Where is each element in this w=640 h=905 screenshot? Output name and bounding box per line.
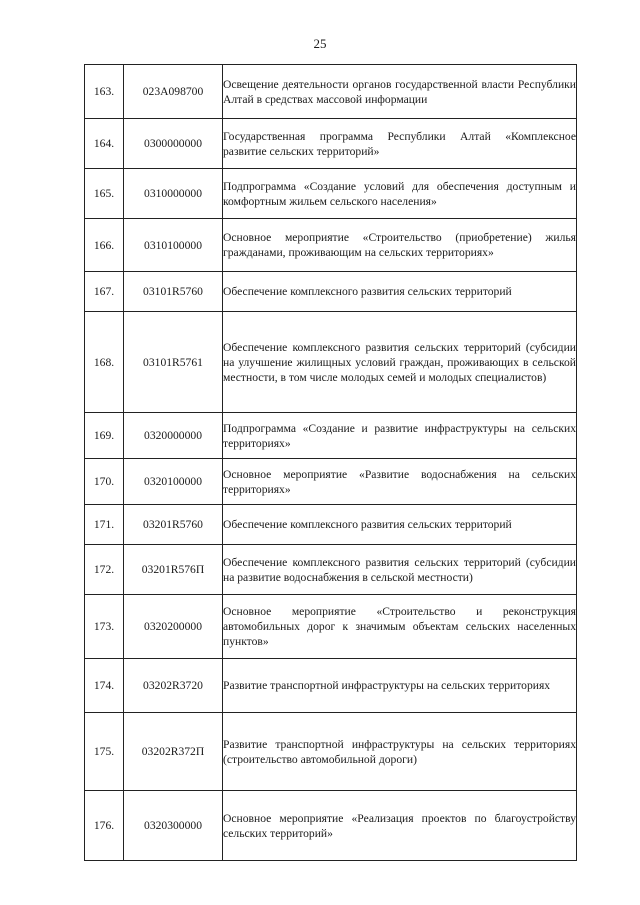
table-row [85,459,577,505]
row-code: 0320000000 [124,413,223,459]
table-row [85,119,577,169]
row-number: 163. [85,65,124,119]
row-description: Государственная программа Республики Алтай «Комплексное развитие сельских территорий» [223,119,577,169]
row-description: Основное мероприятие «Реализация проектов по благоустройству сельских территорий» [223,791,577,861]
row-description: Подпрограмма «Создание условий для обеспечения доступным и комфортным жильем сельского населения» [223,169,577,219]
table-row [85,65,577,119]
table-row [85,169,577,219]
row-number: 166. [85,219,124,272]
table-row [85,595,577,659]
row-number: 168. [85,312,124,413]
row-description: Обеспечение комплексного развития сельских территорий (субсидии на развитие водоснабжения в сельской местности) [223,545,577,595]
table-row [85,413,577,459]
row-description: Обеспечение комплексного развития сельских территорий [223,505,577,545]
row-description: Подпрограмма «Создание и развитие инфраструктуры на сельских территориях» [223,413,577,459]
row-number: 174. [85,659,124,713]
row-description: Обеспечение комплексного развития сельских территорий (субсидии на улучшение жилищных условий граждан, проживающих в сельской местности, в том числе молодых семей и молодых специалистов) [223,312,577,413]
row-code: 0320200000 [124,595,223,659]
row-code: 03202R3720 [124,659,223,713]
row-number: 173. [85,595,124,659]
row-description: Развитие транспортной инфраструктуры на сельских территориях [223,659,577,713]
row-code: 03101R5760 [124,272,223,312]
row-description: Развитие транспортной инфраструктуры на сельских территориях (строительство автомобильной дороги) [223,713,577,791]
row-code: 03101R5761 [124,312,223,413]
budget-code-table [84,64,577,861]
row-code: 023А098700 [124,65,223,119]
table-row [85,312,577,413]
row-number: 172. [85,545,124,595]
row-number: 170. [85,459,124,505]
row-description: Основное мероприятие «Строительство и реконструкция автомобильных дорог к значимым объектам сельских населенных пунктов» [223,595,577,659]
row-code: 0320300000 [124,791,223,861]
row-number: 164. [85,119,124,169]
row-code: 0310100000 [124,219,223,272]
row-code: 0310000000 [124,169,223,219]
row-number: 171. [85,505,124,545]
row-number: 167. [85,272,124,312]
row-code: 03202R372П [124,713,223,791]
row-number: 175. [85,713,124,791]
row-number: 165. [85,169,124,219]
row-description: Обеспечение комплексного развития сельских территорий [223,272,577,312]
table-row [85,545,577,595]
row-number: 176. [85,791,124,861]
table-row [85,791,577,861]
row-description: Основное мероприятие «Строительство (приобретение) жилья гражданами, проживающим на сельских территориях» [223,219,577,272]
table-row [85,219,577,272]
table-row [85,713,577,791]
row-description: Основное мероприятие «Развитие водоснабжения на сельских территориях» [223,459,577,505]
row-code: 0320100000 [124,459,223,505]
page-number: 25 [313,36,327,51]
table-row [85,505,577,545]
row-description: Освещение деятельности органов государственной власти Республики Алтай в средствах массовой информации [223,65,577,119]
table-row [85,272,577,312]
row-code: 0300000000 [124,119,223,169]
table-row [85,659,577,713]
row-number: 169. [85,413,124,459]
row-code: 03201R576П [124,545,223,595]
row-code: 03201R5760 [124,505,223,545]
